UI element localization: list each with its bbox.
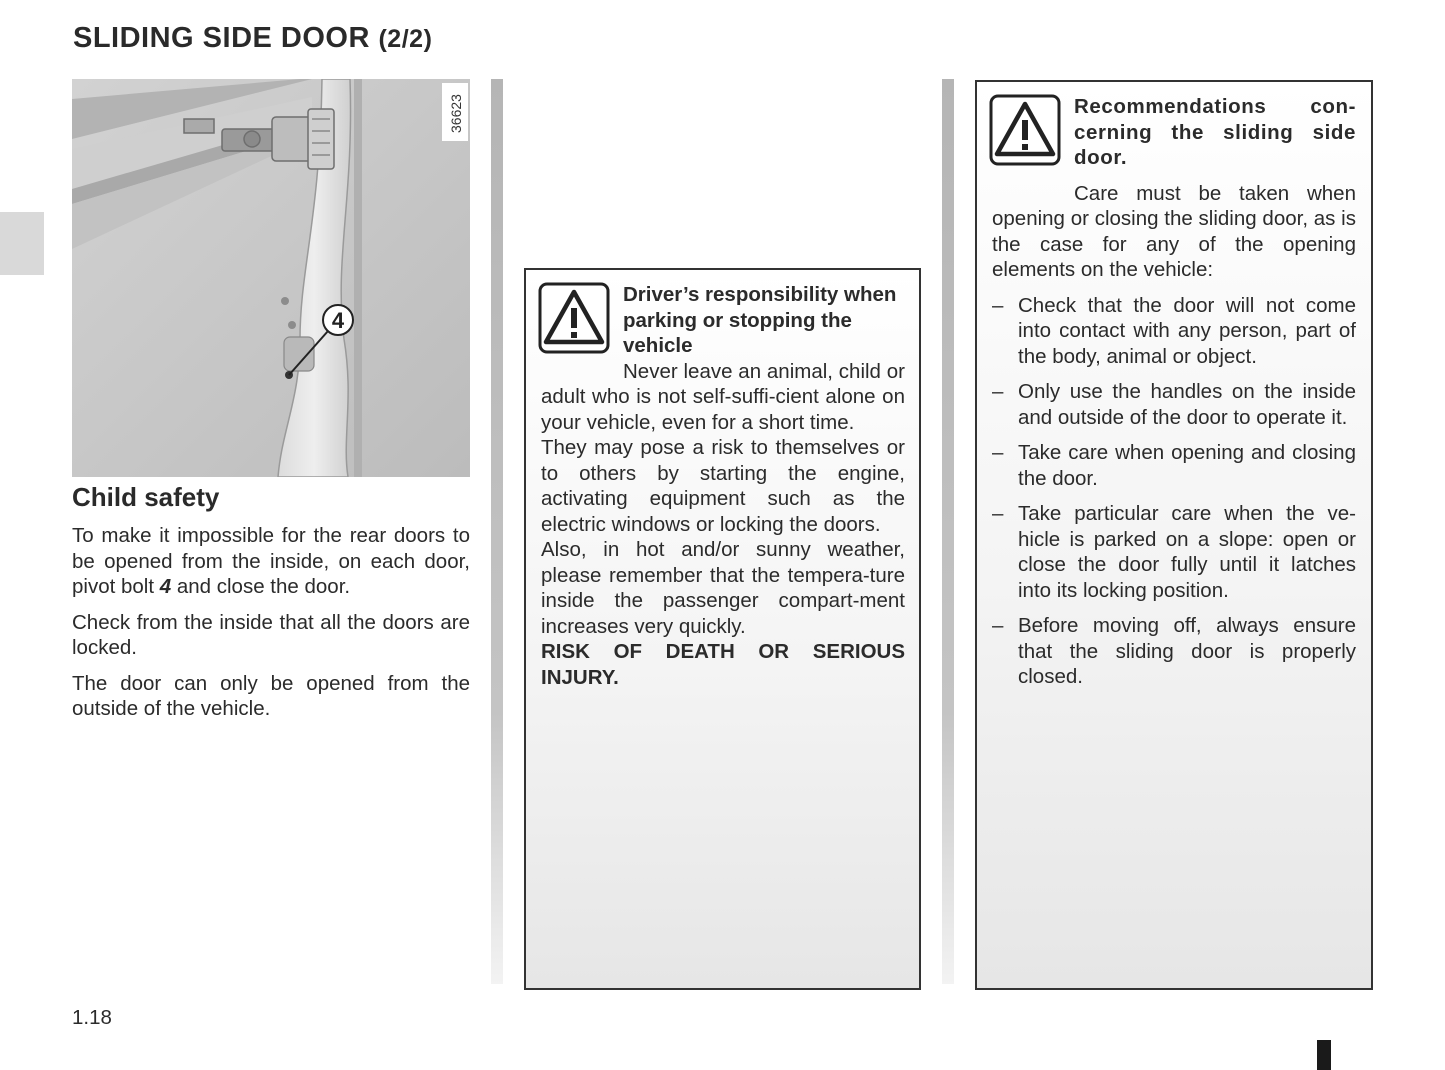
warning-paragraph: Also, in hot and/or sunny weather, please remember that the tempera-ture inside the passenger compart-ment increases very quickly. [541, 538, 905, 638]
pivot-bolt-reference: 4 [159, 575, 172, 598]
dash-bullet: – [992, 380, 1004, 403]
dash-bullet: – [992, 502, 1004, 525]
list-item [992, 501, 1356, 603]
child-safety-heading: Child safety [72, 482, 220, 512]
list-item-text: Before moving off, always ensure that the sliding door is properly closed. [1018, 614, 1356, 688]
dash-bullet: – [992, 614, 1004, 637]
warning-title: Driver’s responsibility when parking or stopping the vehicle [623, 283, 897, 357]
paragraph-text: To make it impossible for the rear doors to be opened from the inside, on each door, pivot bolt [72, 524, 470, 598]
list-item [992, 613, 1356, 690]
list-item [992, 379, 1356, 430]
page-title-text: SLIDING SIDE DOOR [73, 22, 370, 54]
door-pivot-bolt-drawing [72, 79, 470, 477]
child-safety-paragraph-2: Check from the inside that all the doors are locked. [72, 610, 470, 659]
warning-paragraph: Never leave an animal, child or adult who is not self-suffi-cient alone on your vehicle, even for a short time. [541, 359, 905, 434]
child-safety-paragraph-3: The door can only be opened from the outside of the vehicle. [72, 671, 470, 720]
recommendations-title: Recommendations con-cerning the sliding side door. [1074, 95, 1356, 169]
figure-reference-number: 36623 [448, 94, 464, 133]
child-safety-paragraph-1 [72, 523, 470, 600]
dash-bullet: – [992, 293, 1004, 317]
callout-label: 4 [331, 308, 345, 333]
column-divider-bar [942, 79, 954, 984]
list-item-text: Only use the handles on the inside and outside of the door to operate it. [1018, 380, 1356, 429]
risk-statement: RISK OF DEATH OR SERIOUS INJURY. [541, 640, 905, 689]
warning-paragraph: They may pose a risk to themselves or to others by starting the engine, activating equipment such as the electric windows or locking the doors. [541, 436, 905, 536]
list-item [992, 293, 1356, 370]
recommendations-intro: Care must be taken when opening or closing the sliding door, as is the case for any of the opening elements on the vehicle: [992, 181, 1356, 281]
child-safety-text [72, 523, 470, 732]
dash-bullet: – [992, 441, 1004, 464]
list-item-text: Check that the door will not come into contact with any person, part of the body, animal or object. [1018, 293, 1356, 368]
list-item [992, 440, 1356, 491]
page-edge-marker [1317, 1040, 1331, 1070]
sliding-door-recommendations [975, 80, 1373, 990]
list-item-text: Take particular care when the ve-hicle is parked on a slope: open or close the door fully until it latches into its locking position. [1018, 502, 1356, 602]
door-illustration [72, 79, 470, 477]
page-number: 1.18 [72, 1006, 112, 1029]
section-tab [0, 212, 44, 275]
column-divider-bar [491, 79, 503, 984]
recommendations-list [992, 293, 1356, 690]
page-title [73, 22, 432, 55]
paragraph-text: and close the door. [171, 575, 351, 598]
list-item-text: Take care when opening and closing the door. [1018, 441, 1356, 490]
page-title-part: (2/2) [378, 25, 433, 53]
driver-responsibility-warning [524, 268, 921, 990]
